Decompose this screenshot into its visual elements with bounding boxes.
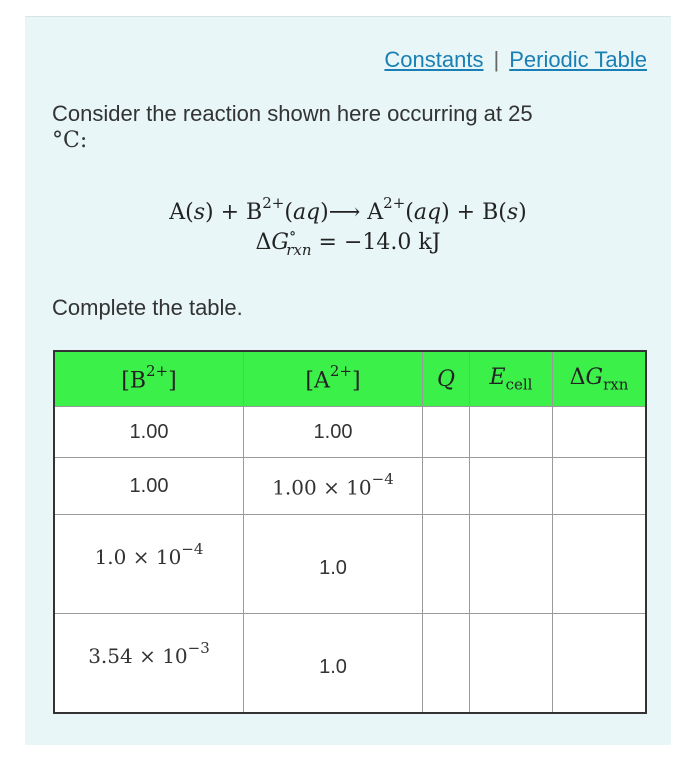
table-row	[54, 614, 646, 714]
constants-link[interactable]: Constants	[384, 47, 484, 72]
cell-ecell-input[interactable]	[470, 614, 553, 714]
question-panel	[25, 16, 671, 745]
question-prompt	[52, 101, 632, 154]
reaction-free-energy	[25, 224, 671, 259]
header-a-conc: $[A^{2+}]$	[244, 351, 423, 407]
cell-delta-g-input[interactable]	[553, 515, 647, 614]
cell-ecell-input[interactable]	[470, 458, 553, 515]
header-b-conc: $[B^{2+}]$	[54, 351, 244, 407]
prompt-line-1: Consider the reaction shown here occurring at 25	[52, 101, 533, 126]
cell-b-conc: $1.0 \times 10^{-4}$	[54, 515, 244, 614]
table-header-row	[54, 351, 646, 407]
cell-delta-g-input[interactable]	[553, 458, 647, 515]
cell-delta-g-input[interactable]	[553, 614, 647, 714]
resource-links	[384, 47, 647, 73]
header-ecell: $E_{cell}$	[470, 351, 553, 407]
cell-ecell-input[interactable]	[470, 515, 553, 614]
cell-q-input[interactable]	[423, 614, 470, 714]
answer-table	[53, 350, 647, 714]
cell-b-conc: 1.00	[54, 458, 244, 515]
reaction-line-2: $\Delta G^\circ_{rxn} = -14.0$ kJ	[255, 224, 441, 259]
table-row	[54, 515, 646, 614]
prompt-line-2: °C:	[52, 128, 88, 153]
cell-a-conc: $1.00 \times 10^{-4}$	[244, 458, 423, 515]
table-row	[54, 458, 646, 515]
cell-q-input[interactable]	[423, 458, 470, 515]
cell-q-input[interactable]	[423, 515, 470, 614]
cell-b-conc: $3.54 \times 10^{-3}$	[54, 614, 244, 714]
table-row	[54, 407, 646, 458]
link-separator: |	[493, 47, 500, 72]
header-q: Q	[423, 351, 470, 407]
cell-q-input[interactable]	[423, 407, 470, 458]
cell-ecell-input[interactable]	[470, 407, 553, 458]
cell-a-conc: 1.0	[244, 614, 423, 714]
instruction-text: Complete the table.	[52, 295, 243, 320]
reaction-equation	[25, 194, 671, 226]
cell-a-conc: 1.00	[244, 407, 423, 458]
periodic-table-link[interactable]: Periodic Table	[509, 47, 647, 72]
reaction-line-1: $A(s) + B^{2+}(aq)⟶$ $A^{2+}(aq) + B(s)$	[169, 194, 527, 226]
cell-delta-g-input[interactable]	[553, 407, 647, 458]
cell-b-conc: 1.00	[54, 407, 244, 458]
header-delta-g: $\Delta G_{rxn}$	[553, 351, 647, 407]
cell-a-conc: 1.0	[244, 515, 423, 614]
